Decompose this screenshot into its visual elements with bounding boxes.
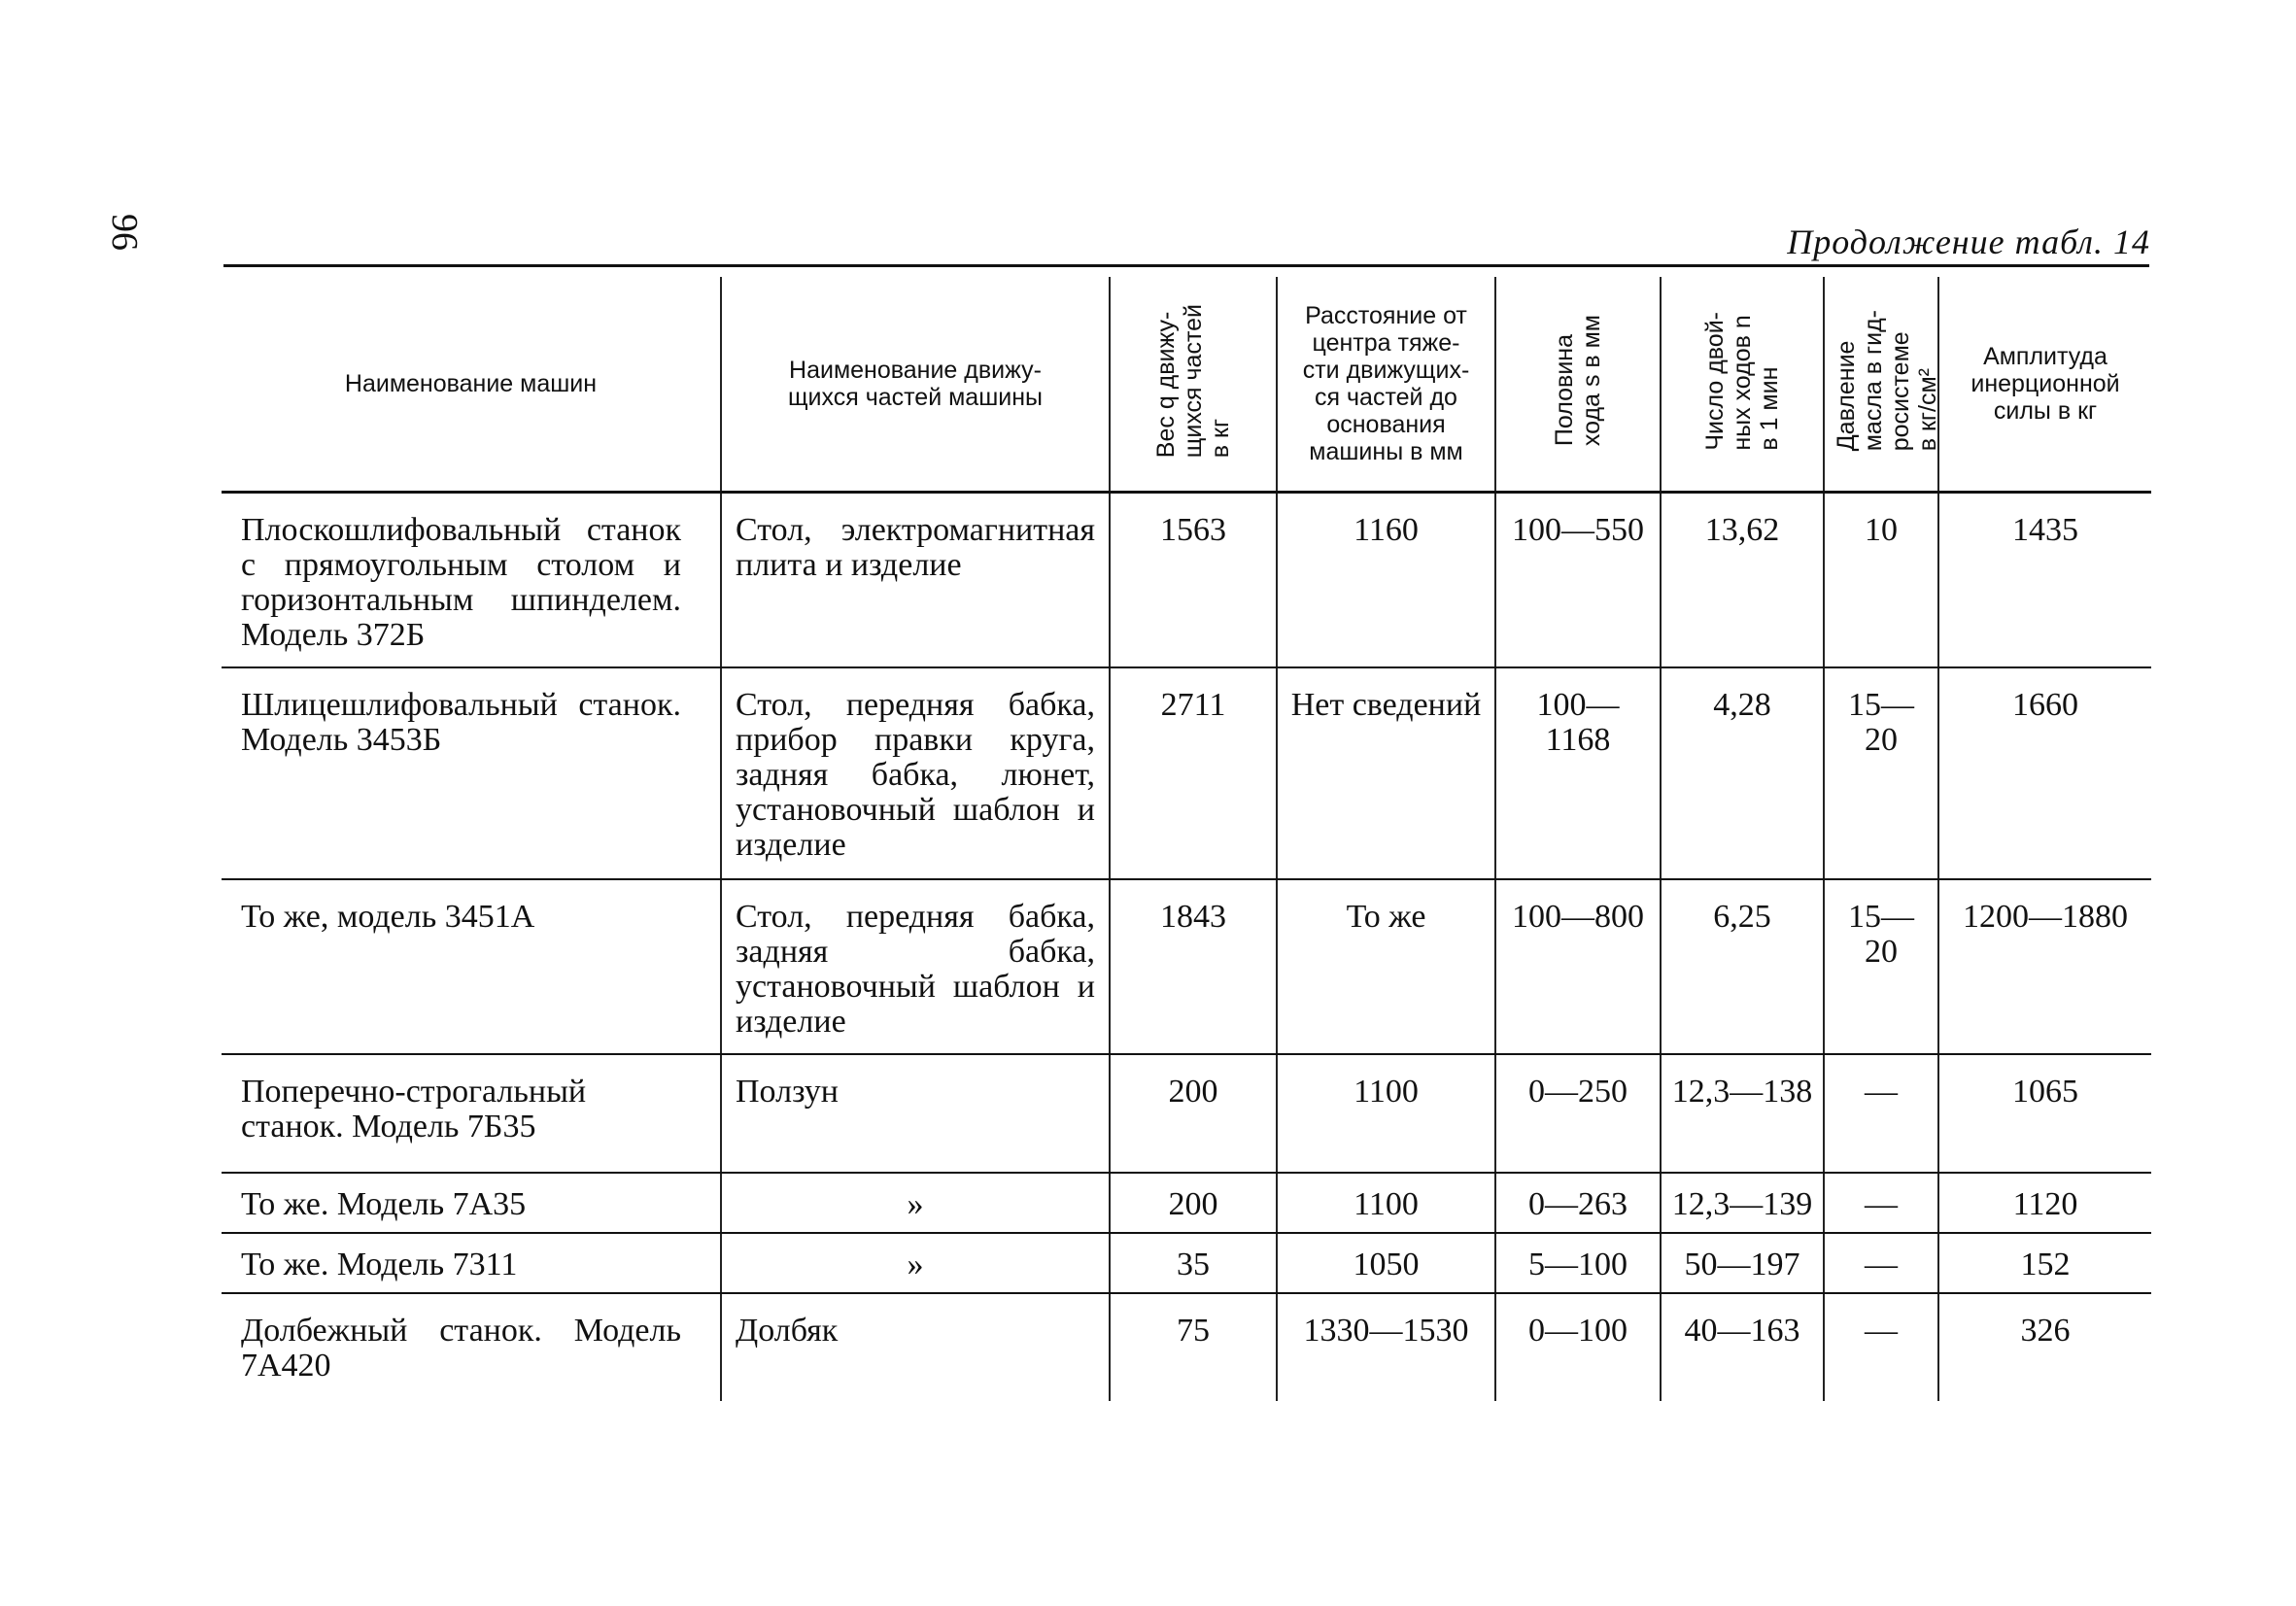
cell-parts: Долбяк [721,1293,1110,1401]
cell-weight: 1563 [1110,493,1277,668]
cell-distance: 1100 [1277,1173,1495,1233]
cell-strokes: 6,25 [1661,879,1824,1054]
cell-strokes: 4,28 [1661,667,1824,879]
cell-machine: Долбежный станок. Модель 7А420 [241,1313,681,1384]
cell-machine: Плоскошлифовальный станок с прямоугольным столом и горизонтальным шпинделем. Модель 372Б [222,493,721,668]
table-row [222,1173,2151,1233]
cell-distance: 1330—1530 [1277,1293,1495,1401]
cell-amplitude: 152 [1938,1233,2151,1293]
cell-machine: То же. Модель 7А35 [222,1173,721,1233]
cell-weight: 1843 [1110,879,1277,1054]
cell-weight: 35 [1110,1233,1277,1293]
cell-distance: То же [1277,879,1495,1054]
cell-machine: Шлицешлифовальный станок. Модель 3453Б [222,667,721,879]
cell-parts: » [721,1233,1110,1293]
top-rule [223,264,2149,267]
cell-machine: То же, модель 3451А [222,879,721,1054]
cell-strokes: 12,3—139 [1661,1173,1824,1233]
cell-parts: Ползун [721,1054,1110,1173]
cell-parts: Стол, электромагнитная плита и изделие [721,493,1110,668]
header-distance: Расстояние от центра тяже- сти движущих- ся частей до основания машины в мм [1277,277,1495,493]
cell-pressure: 15—20 [1824,879,1938,1054]
cell-weight: 2711 [1110,667,1277,879]
cell-half-stroke: 100—550 [1495,493,1661,668]
cell-parts: Стол, передняя бабка, задняя бабка, установочный шаблон и изделие [721,879,1110,1054]
table-row [222,1233,2151,1293]
cell-half-stroke: 100—1168 [1495,667,1661,879]
cell-distance: Нет сведений [1277,667,1495,879]
cell-amplitude: 1200—1880 [1938,879,2151,1054]
cell-pressure: — [1824,1054,1938,1173]
page-number: 96 [104,214,145,251]
machine-table [222,277,2151,1401]
cell-distance: 1160 [1277,493,1495,668]
header-moving-parts: Наименование движу- щихся частей машины [721,277,1110,493]
cell-amplitude: 1435 [1938,493,2151,668]
header-machine-name: Наименование машин [222,277,721,493]
header-oil-pressure: Давление масла в гид- росистеме в кг/см² [1824,277,1938,493]
cell-weight: 200 [1110,1173,1277,1233]
cell-weight: 200 [1110,1054,1277,1173]
cell-amplitude: 326 [1938,1293,2151,1401]
cell-amplitude: 1660 [1938,667,2151,879]
cell-strokes: 13,62 [1661,493,1824,668]
cell-pressure: — [1824,1173,1938,1233]
cell-half-stroke: 0—263 [1495,1173,1661,1233]
cell-machine: То же. Модель 7311 [222,1233,721,1293]
cell-pressure: — [1824,1293,1938,1401]
cell-parts: Стол, передняя бабка, прибор правки круга, задняя бабка, люнет, установочный шаблон и изделие [721,667,1110,879]
cell-strokes: 50—197 [1661,1233,1824,1293]
cell-half-stroke: 100—800 [1495,879,1661,1054]
cell-weight: 75 [1110,1293,1277,1401]
table-row [222,667,2151,879]
cell-half-stroke: 5—100 [1495,1233,1661,1293]
cell-parts: » [721,1173,1110,1233]
cell-amplitude: 1120 [1938,1173,2151,1233]
cell-pressure: 10 [1824,493,1938,668]
cell-pressure: 15—20 [1824,667,1938,879]
header-double-strokes: Число двой- ных ходов n в 1 мин [1661,277,1824,493]
table-row [222,879,2151,1054]
table-row [222,1293,2151,1401]
header-weight: Вес q движу- щихся частей в кг [1110,277,1277,493]
cell-machine: Поперечно-строгальный станок. Модель 7Б35 [222,1054,721,1173]
header-half-stroke: Половина хода s в мм [1495,277,1661,493]
table-header-row [222,277,2151,493]
cell-strokes: 12,3—138 [1661,1054,1824,1173]
cell-distance: 1050 [1277,1233,1495,1293]
cell-amplitude: 1065 [1938,1054,2151,1173]
cell-half-stroke: 0—250 [1495,1054,1661,1173]
cell-half-stroke: 0—100 [1495,1293,1661,1401]
cell-pressure: — [1824,1233,1938,1293]
table-continuation-title: Продолжение табл. 14 [1787,222,2150,261]
table-row [222,1054,2151,1173]
header-amplitude: Амплитуда инерционной силы в кг [1938,277,2151,493]
cell-distance: 1100 [1277,1054,1495,1173]
cell-strokes: 40—163 [1661,1293,1824,1401]
table-row [222,493,2151,668]
